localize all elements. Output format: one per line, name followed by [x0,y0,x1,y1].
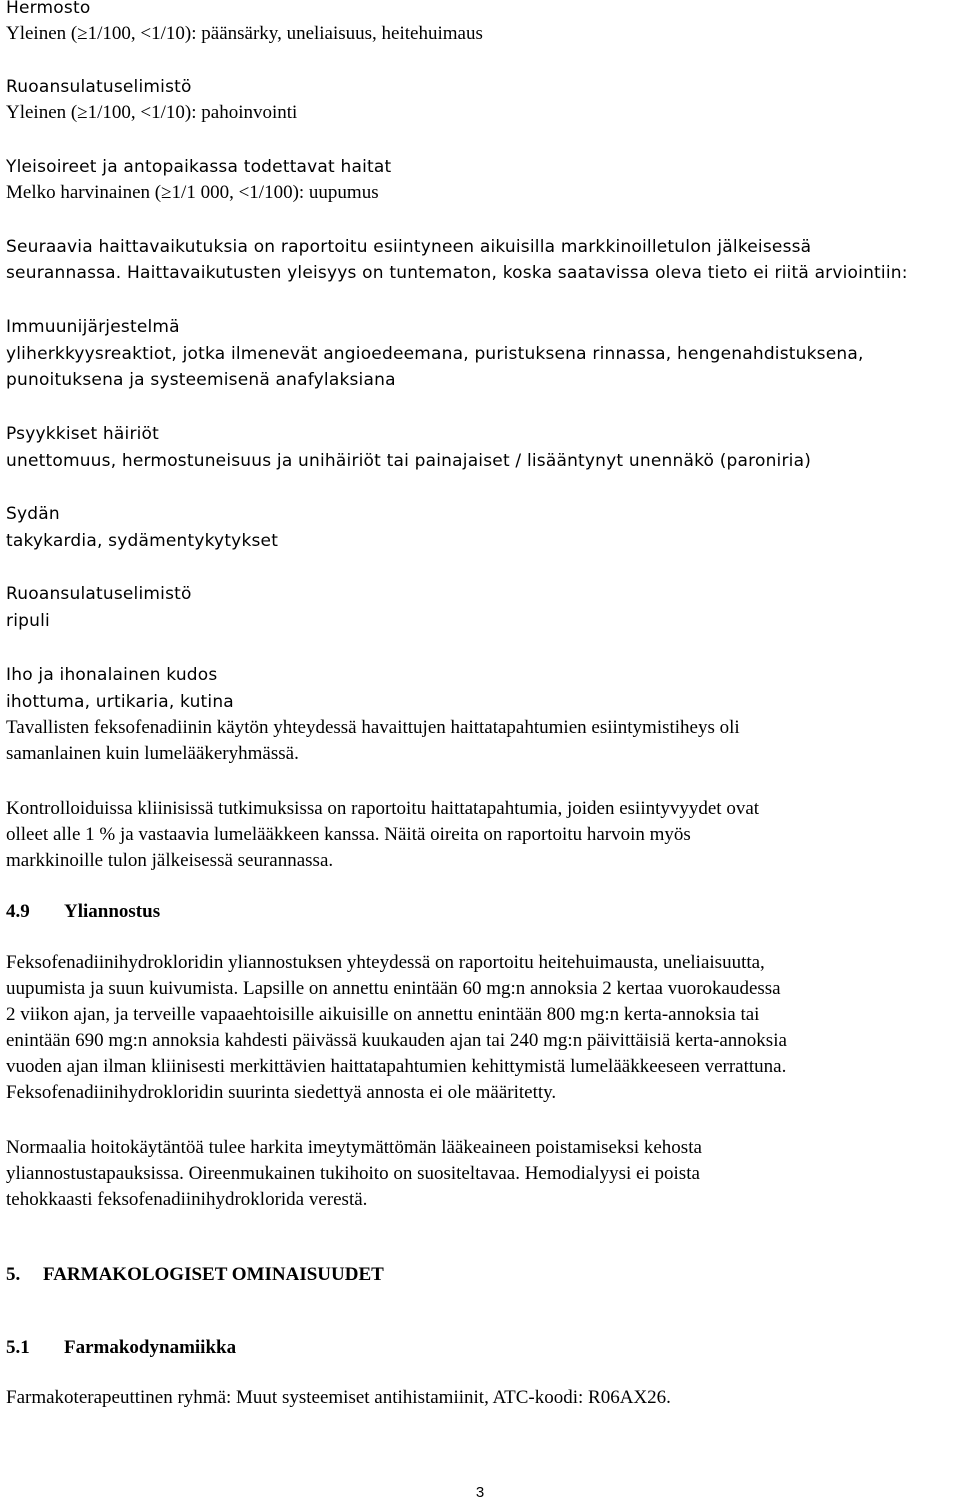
adverse-effect-line: ihottuma, urtikaria, kutina [6,692,234,712]
section-number: 4.9 [6,901,30,922]
paragraph-line: yliannostustapauksissa. Oireenmukainen tukihoito on suositeltavaa. Hemodialyysi ei poista [6,1163,700,1184]
paragraph-line: markkinoille tulon jälkeisessä seurannassa. [6,850,334,871]
adverse-effect-line: yliherkkyysreaktiot, jotka ilmenevät angioedeemana, puristuksena rinnassa, hengenahdistuksena, [6,344,864,364]
paragraph-line: 2 viikon ajan, ja terveille vapaaehtoisille aikuisille on annettu enintään 800 mg:n kerta-annoksia tai [6,1004,760,1025]
adverse-effect-line: ripuli [6,611,50,631]
section-heading-hermosto: Hermosto [6,0,91,18]
section-heading-5-1 [6,1335,236,1361]
frequency-line: Yleinen (≥1/100, <1/10): pahoinvointi [6,102,298,123]
paragraph-line: vuoden ajan ilman kliinisesti merkittävien haittatapahtumien kehittymistä lumelääkkeeseen verrattuna. [6,1056,787,1077]
paragraph-line: Feksofenadiinihydrokloridin yliannostuksen yhteydessä on raportoitu heitehuimausta, uneliaisuutta, [6,952,765,973]
paragraph-line: olleet alle 1 % ja vastaavia lumelääkkeen kanssa. Näitä oireita on raportoitu harvoin myös [6,824,691,845]
frequency-line: Yleinen (≥1/100, <1/10): päänsärky, uneliaisuus, heitehuimaus [6,23,483,44]
section-heading-4-9 [6,899,160,925]
page-number: 3 [475,1484,485,1501]
section-title: Yliannostus [64,901,161,922]
paragraph-line: uupumista ja suun kuivumista. Lapsille on annettu enintään 60 mg:n annoksia 2 kertaa vuorokaudessa [6,978,781,999]
paragraph-line: enintään 690 mg:n annoksia kahdesti päivässä kuukauden ajan tai 240 mg:n päivittäisiä kerta-annoksia [6,1030,787,1051]
section-heading-psyykkiset: Psyykkiset häiriöt [6,424,160,444]
section-heading-yleisoireet: Yleisoireet ja antopaikassa todettavat haitat [6,157,392,177]
adverse-effect-line: punoituksena ja systeemisenä anafylaksiana [6,370,396,390]
section-heading-immuunijarjestelma: Immuunijärjestelmä [6,317,180,337]
adverse-effect-line: samanlainen kuin lumelääkeryhmässä. [6,743,299,764]
paragraph-line: Feksofenadiinihydrokloridin suurinta siedettyä annosta ei ole määritetty. [6,1082,557,1103]
section-heading-ruoansulatus-2: Ruoansulatuselimistö [6,584,192,604]
paragraph-line: tehokkaasti feksofenadiinihydroklorida verestä. [6,1189,368,1210]
frequency-line: Melko harvinainen (≥1/1 000, <1/100): uupumus [6,182,379,203]
section-heading-sydan: Sydän [6,504,60,524]
adverse-effect-line: takykardia, sydämentykytykset [6,531,279,551]
paragraph-line: Kontrolloiduissa kliinisissä tutkimuksissa on raportoitu haittatapahtumia, joiden esiintyvyydet ovat [6,798,760,819]
section-heading-iho: Iho ja ihonalainen kudos [6,665,218,685]
section-heading-ruoansulatus: Ruoansulatuselimistö [6,77,192,97]
paragraph-line: Normaalia hoitokäytäntöä tulee harkita imeytymättömän lääkeaineen poistamiseksi kehosta [6,1137,702,1158]
section-heading-5 [6,1262,384,1288]
adverse-effect-line: Tavallisten feksofenadiinin käytön yhteydessä havaittujen haittatapahtumien esiintymistiheys oli [6,717,740,738]
paragraph-line: Farmakoterapeuttinen ryhmä: Muut systeemiset antihistamiinit, ATC-koodi: R06AX26. [6,1387,671,1408]
postmarketing-intro-line: seurannassa. Haittavaikutusten yleisyys on tuntematon, koska saatavissa oleva tieto ei riitä arviointiin: [6,263,908,283]
postmarketing-intro-line: Seuraavia haittavaikutuksia on raportoitu esiintyneen aikuisilla markkinoilletulon jälkeisessä [6,237,812,257]
section-title: FARMAKOLOGISET OMINAISUUDET [43,1264,384,1285]
section-number: 5.1 [6,1337,30,1358]
section-number: 5. [6,1264,21,1285]
adverse-effect-line: unettomuus, hermostuneisuus ja unihäiriöt tai painajaiset / lisääntynyt unennäkö (paroniria) [6,451,812,471]
section-title: Farmakodynamiikka [64,1337,237,1358]
